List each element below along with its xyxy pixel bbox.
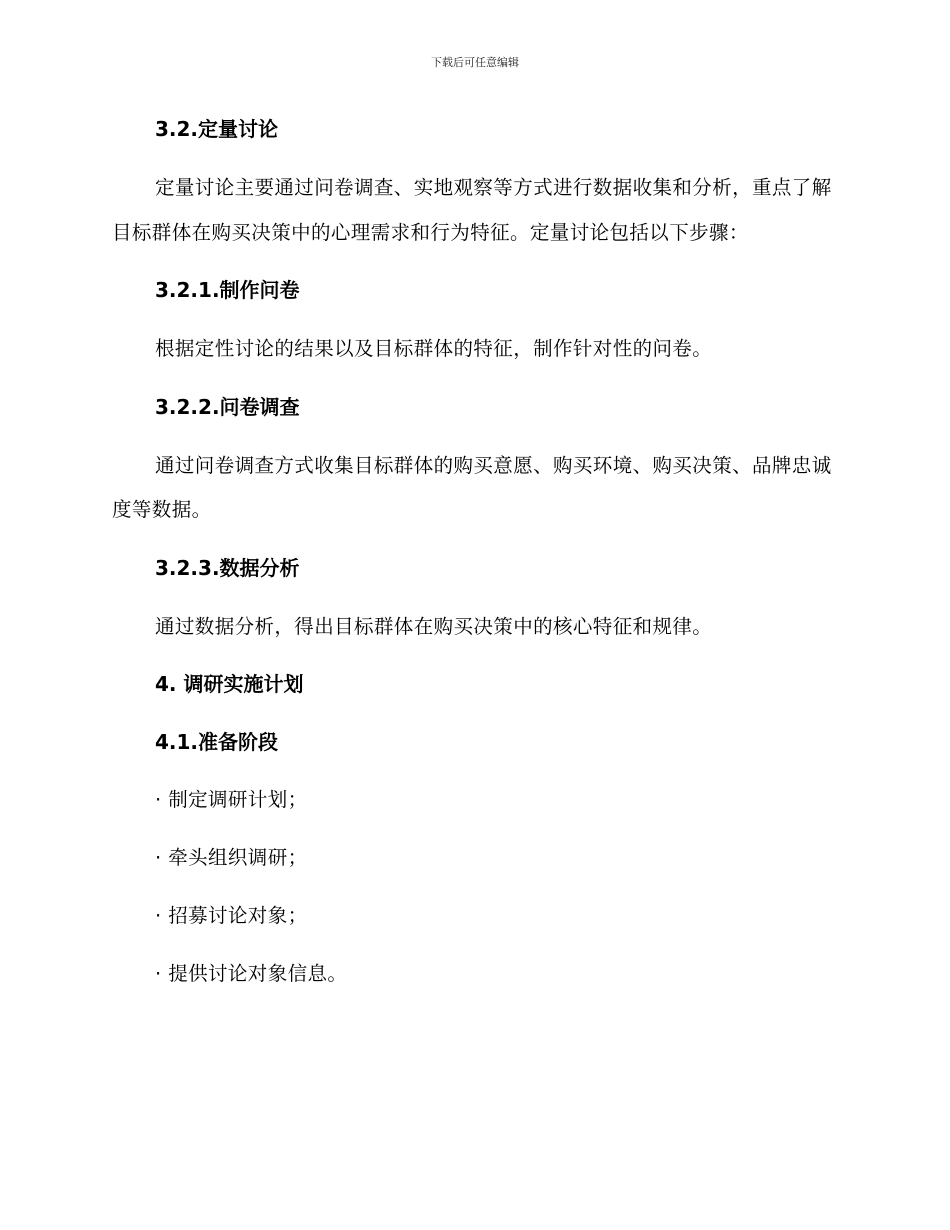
page-header: 下载后可任意编辑: [431, 56, 519, 69]
list-item: · 制定调研计划；: [155, 788, 308, 811]
list-item: · 招募讨论对象；: [155, 904, 308, 927]
paragraph-3-2: 定量讨论主要通过问卷调查、实地观察等方式进行数据收集和分析，重点了解目标群体在购买决策中的心理需求和行为特征。定量讨论包括以下步骤：: [112, 176, 832, 244]
section-heading-3-2-2: 3.2.2.问卷调查: [155, 394, 300, 419]
section-heading-3-2-3: 3.2.3.数据分析: [155, 555, 300, 580]
paragraph-3-2-2: 通过问卷调查方式收集目标群体的购买意愿、购买环境、购买决策、品牌忠诚度等数据。: [112, 453, 832, 521]
paragraph-3-2-1: 根据定性讨论的结果以及目标群体的特征，制作针对性的问卷。: [155, 337, 713, 360]
list-item: · 牵头组织调研；: [155, 846, 308, 869]
section-heading-4-1: 4.1.准备阶段: [155, 730, 279, 754]
paragraph-3-2-3: 通过数据分析，得出目标群体在购买决策中的核心特征和规律。: [155, 614, 713, 638]
document-body: [112, 108, 832, 1011]
list-item: · 提供讨论对象信息。: [155, 962, 348, 985]
section-heading-3-2: 3.2.定量讨论: [155, 117, 279, 141]
section-heading-4: 4. 调研实施计划: [155, 672, 304, 696]
section-heading-3-2-1: 3.2.1.制作问卷: [155, 278, 300, 302]
